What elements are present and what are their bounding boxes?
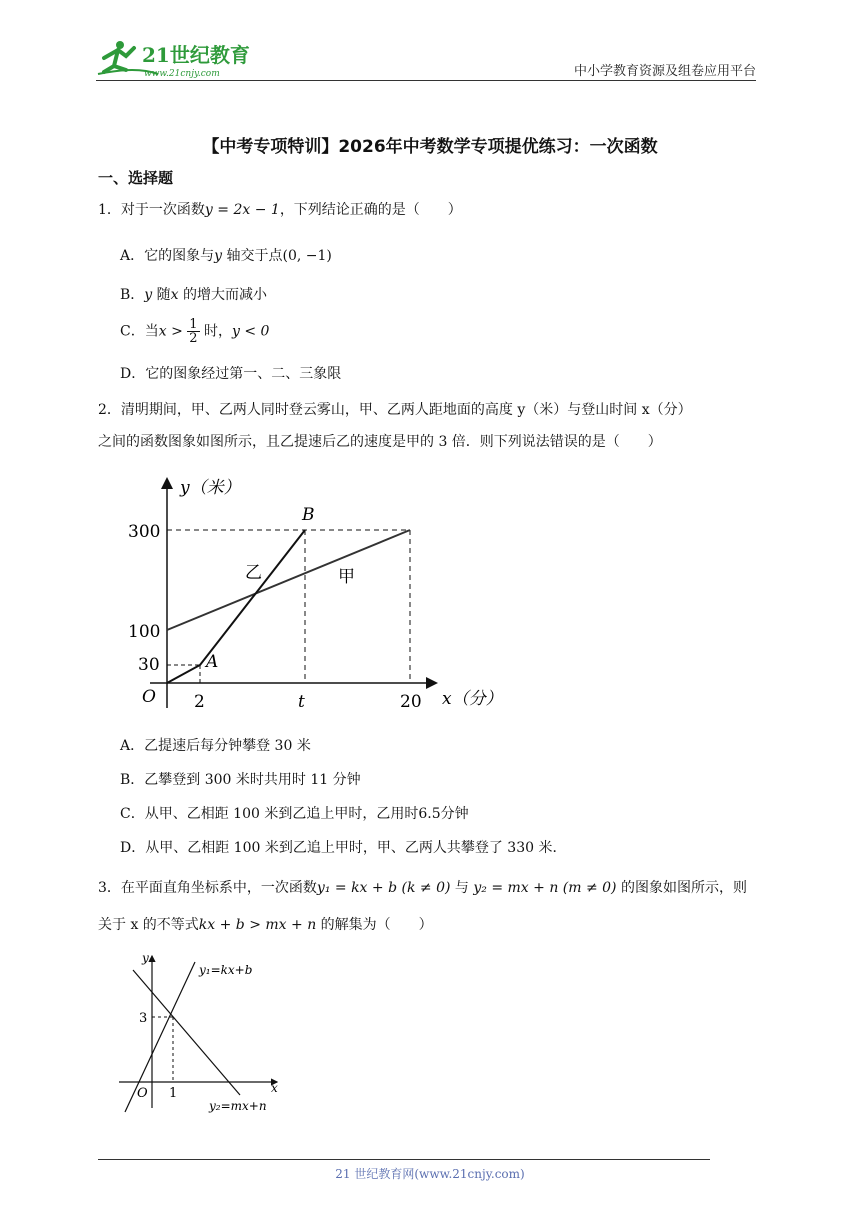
question-1-stem: 1．对于一次函数y = 2x − 1，下列结论正确的是（ ）	[98, 202, 462, 218]
question-2-line-2: 之间的函数图象如图所示，且乙提速后乙的速度是甲的 3 倍．则下列说法错误的是（ ）	[98, 434, 662, 450]
logo-url: www.21cnjy.com	[144, 69, 220, 79]
q2-option-c[interactable]: C．从甲、乙相距 100 米到乙追上甲时，乙用时6.5分钟	[120, 806, 469, 822]
x-axis-label: x	[271, 1081, 278, 1095]
page-title: 【中考专项特训】2026年中考数学专项提优练习：一次函数	[202, 137, 658, 157]
x-tick-t: t	[298, 692, 305, 712]
q2-graph	[120, 470, 520, 720]
line-y2-label: y₂=mx+n	[209, 1099, 267, 1113]
point-b-label: B	[302, 505, 315, 525]
q1-option-d[interactable]: D．它的图象经过第一、二、三象限	[120, 366, 342, 382]
line-y1	[125, 962, 195, 1112]
header-platform-text: 中小学教育资源及组卷应用平台	[573, 64, 756, 79]
logo-graphic	[96, 36, 256, 80]
q2-option-b[interactable]: B．乙攀登到 300 米时共用时 11 分钟	[120, 772, 361, 788]
footer-divider	[98, 1159, 710, 1160]
y-tick-3: 3	[139, 1011, 148, 1026]
q1-option-b[interactable]: B．y 随x 的增大而减小	[120, 287, 268, 303]
q1-option-c[interactable]: C．当x > $\frac{1}{2}$ 时，y < 0	[120, 317, 270, 346]
x-axis-label: x（分）	[442, 689, 503, 709]
site-logo	[96, 36, 256, 80]
label-jia: 甲	[338, 567, 355, 587]
x-tick-20: 20	[400, 692, 422, 712]
q3-graph	[115, 950, 295, 1120]
question-2-line-1: 2．清明期间，甲、乙两人同时登云雾山，甲、乙两人距地面的高度 y（米）与登山时间 x（分）	[98, 402, 692, 418]
origin-label: O	[142, 687, 156, 707]
x-tick-2: 2	[194, 692, 205, 712]
line-y2	[133, 970, 240, 1095]
y-tick-100: 100	[128, 622, 161, 642]
label-yi: 乙	[245, 563, 262, 583]
footer-text[interactable]: 21 世纪教育网(www.21cnjy.com)	[335, 1167, 525, 1181]
y-axis-label: y（米）	[180, 478, 241, 498]
logo-text: 21世纪教育	[142, 43, 250, 67]
x-tick-1: 1	[169, 1086, 178, 1101]
question-3-line-1: 3．在平面直角坐标系中，一次函数y₁ = kx + b (k ≠ 0) 与 y₂ = mx + n (m ≠ 0) 的图象如图所示，则	[98, 880, 747, 896]
y-tick-30: 30	[138, 655, 160, 675]
q2-option-d[interactable]: D．从甲、乙相距 100 米到乙追上甲时，甲、乙两人共攀登了 330 米．	[120, 840, 567, 856]
point-a-label: A	[206, 652, 219, 672]
q1-option-a[interactable]: A．它的图象与y 轴交于点(0, −1)	[120, 248, 332, 264]
line-y1-label: y₁=kx+b	[199, 963, 253, 977]
fraction-one-half: $\frac{1}{2}$	[189, 317, 198, 346]
y-tick-300: 300	[128, 522, 161, 542]
line-yi	[167, 530, 305, 683]
q2-option-a[interactable]: A．乙提速后每分钟攀登 30 米	[120, 738, 311, 754]
origin-label: O	[137, 1086, 148, 1101]
section-heading: 一、选择题	[98, 169, 174, 187]
line-jia	[167, 530, 410, 630]
y-axis-label: y	[142, 951, 149, 965]
header-divider	[96, 80, 756, 81]
question-3-line-2: 关于 x 的不等式kx + b > mx + n 的解集为（ ）	[98, 917, 433, 933]
